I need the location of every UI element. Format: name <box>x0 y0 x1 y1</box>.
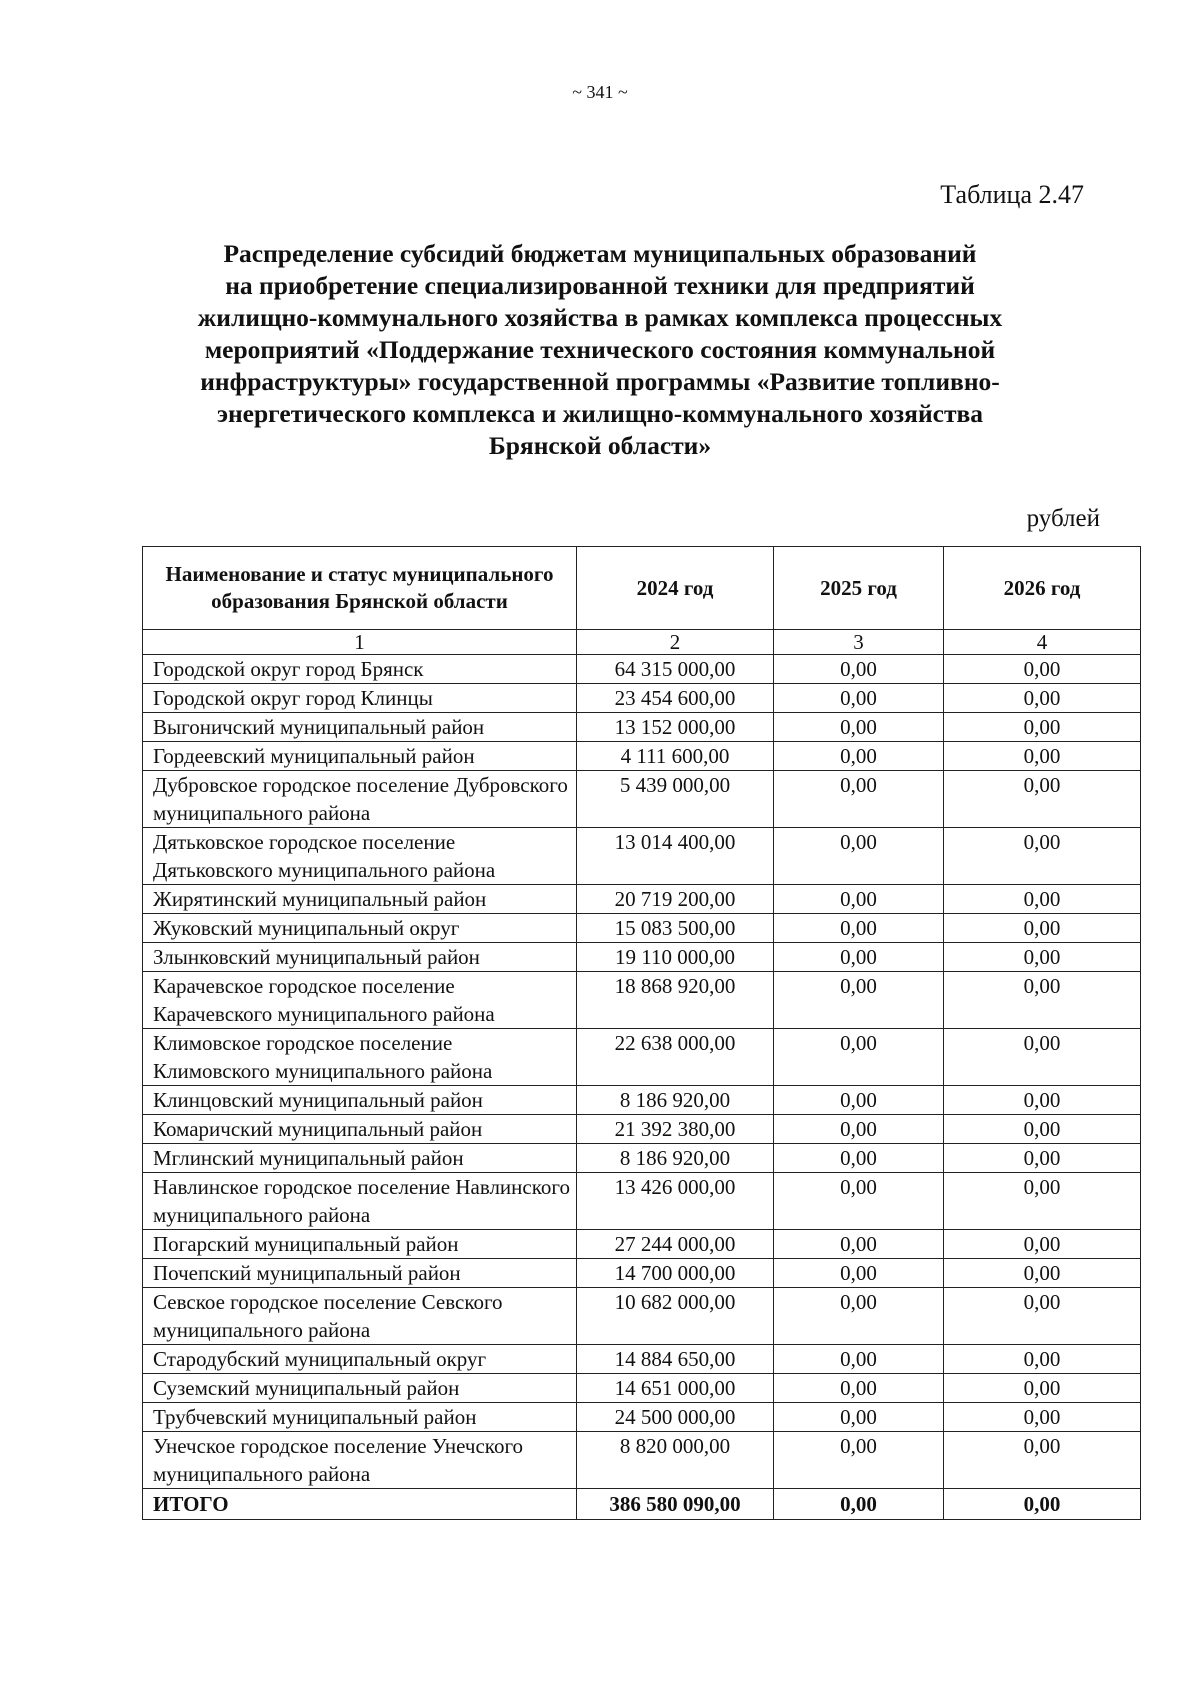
value-2024: 14 700 000,00 <box>577 1259 774 1288</box>
value-2026: 0,00 <box>944 828 1141 885</box>
subsidy-table <box>142 546 1141 1520</box>
value-2025: 0,00 <box>774 1230 944 1259</box>
column-number: 4 <box>944 630 1141 655</box>
value-2024: 13 014 400,00 <box>577 828 774 885</box>
value-2026: 0,00 <box>944 914 1141 943</box>
value-2024: 8 820 000,00 <box>577 1432 774 1489</box>
value-2025: 0,00 <box>774 1259 944 1288</box>
table-row <box>143 1374 1141 1403</box>
municipality-name: Выгоничский муниципальный район <box>143 713 577 742</box>
value-2025: 0,00 <box>774 885 944 914</box>
document-title <box>140 238 1060 462</box>
value-2026: 0,00 <box>944 1345 1141 1374</box>
value-2025: 0,00 <box>774 1144 944 1173</box>
table-row <box>143 914 1141 943</box>
table-row <box>143 972 1141 1029</box>
table-row <box>143 684 1141 713</box>
value-2024: 21 392 380,00 <box>577 1115 774 1144</box>
value-2025: 0,00 <box>774 684 944 713</box>
table-row <box>143 713 1141 742</box>
table-row <box>143 828 1141 885</box>
title-line: энергетического комплекса и жилищно-коммунального хозяйства <box>216 399 984 428</box>
municipality-name: Комаричский муниципальный район <box>143 1115 577 1144</box>
value-2025: 0,00 <box>774 1029 944 1086</box>
value-2025: 0,00 <box>774 914 944 943</box>
value-2025: 0,00 <box>774 1086 944 1115</box>
value-2025: 0,00 <box>774 972 944 1029</box>
table-row <box>143 1259 1141 1288</box>
value-2026: 0,00 <box>944 1173 1141 1230</box>
value-2025: 0,00 <box>774 771 944 828</box>
table-row <box>143 1115 1141 1144</box>
municipality-name: Городской округ город Брянск <box>143 655 577 684</box>
municipality-name: Клинцовский муниципальный район <box>143 1086 577 1115</box>
value-2024: 4 111 600,00 <box>577 742 774 771</box>
value-2026: 0,00 <box>944 972 1141 1029</box>
title-line: жилищно-коммунального хозяйства в рамках комплекса процессных <box>197 303 1003 332</box>
table-row <box>143 742 1141 771</box>
value-2024: 10 682 000,00 <box>577 1288 774 1345</box>
value-2026: 0,00 <box>944 1029 1141 1086</box>
municipality-name: Злынковский муниципальный район <box>143 943 577 972</box>
total-label: ИТОГО <box>143 1489 577 1520</box>
municipality-name: Трубчевский муниципальный район <box>143 1403 577 1432</box>
value-2026: 0,00 <box>944 1086 1141 1115</box>
value-2026: 0,00 <box>944 713 1141 742</box>
value-2026: 0,00 <box>944 1144 1141 1173</box>
value-2026: 0,00 <box>944 1432 1141 1489</box>
value-2026: 0,00 <box>944 1288 1141 1345</box>
value-2025: 0,00 <box>774 655 944 684</box>
value-2024: 22 638 000,00 <box>577 1029 774 1086</box>
municipality-name: Почепский муниципальный район <box>143 1259 577 1288</box>
units-label: рублей <box>1026 505 1100 532</box>
table-row <box>143 943 1141 972</box>
municipality-name: Жирятинский муниципальный район <box>143 885 577 914</box>
table-row <box>143 1288 1141 1345</box>
value-2025: 0,00 <box>774 1403 944 1432</box>
value-2026: 0,00 <box>944 1259 1141 1288</box>
total-row <box>143 1489 1141 1520</box>
table-row <box>143 1432 1141 1489</box>
value-2026: 0,00 <box>944 684 1141 713</box>
value-2026: 0,00 <box>944 1115 1141 1144</box>
municipality-name: Дубровское городское поселение Дубровского муниципального района <box>143 771 577 828</box>
municipality-name: Стародубский муниципальный округ <box>143 1345 577 1374</box>
table-row <box>143 1029 1141 1086</box>
value-2026: 0,00 <box>944 1230 1141 1259</box>
table-row <box>143 771 1141 828</box>
value-2026: 0,00 <box>944 771 1141 828</box>
value-2024: 14 884 650,00 <box>577 1345 774 1374</box>
column-number: 2 <box>577 630 774 655</box>
value-2024: 18 868 920,00 <box>577 972 774 1029</box>
municipality-name: Погарский муниципальный район <box>143 1230 577 1259</box>
value-2024: 8 186 920,00 <box>577 1144 774 1173</box>
total-2025: 0,00 <box>774 1489 944 1520</box>
value-2025: 0,00 <box>774 1115 944 1144</box>
title-line: Распределение субсидий бюджетам муниципальных образований <box>223 239 977 268</box>
municipality-name: Мглинский муниципальный район <box>143 1144 577 1173</box>
table-row <box>143 1086 1141 1115</box>
table-label: Таблица 2.47 <box>940 180 1084 209</box>
value-2024: 27 244 000,00 <box>577 1230 774 1259</box>
municipality-name: Севское городское поселение Севского муниципального района <box>143 1288 577 1345</box>
page-number: ~ 341 ~ <box>572 82 628 102</box>
value-2024: 5 439 000,00 <box>577 771 774 828</box>
value-2026: 0,00 <box>944 943 1141 972</box>
value-2025: 0,00 <box>774 1345 944 1374</box>
value-2024: 19 110 000,00 <box>577 943 774 972</box>
value-2024: 20 719 200,00 <box>577 885 774 914</box>
value-2024: 13 152 000,00 <box>577 713 774 742</box>
value-2026: 0,00 <box>944 742 1141 771</box>
municipality-name: Климовское городское поселение Климовского муниципального района <box>143 1029 577 1086</box>
municipality-name: Дятьковское городское поселение Дятьковского муниципального района <box>143 828 577 885</box>
table-row <box>143 655 1141 684</box>
table-row <box>143 1230 1141 1259</box>
value-2025: 0,00 <box>774 1173 944 1230</box>
table-row <box>143 885 1141 914</box>
header-2026: 2026 год <box>944 547 1141 630</box>
column-number: 1 <box>143 630 577 655</box>
table-row <box>143 1173 1141 1230</box>
municipality-name: Жуковский муниципальный округ <box>143 914 577 943</box>
value-2025: 0,00 <box>774 943 944 972</box>
value-2024: 15 083 500,00 <box>577 914 774 943</box>
value-2026: 0,00 <box>944 885 1141 914</box>
value-2025: 0,00 <box>774 742 944 771</box>
header-2025: 2025 год <box>774 547 944 630</box>
header-2024: 2024 год <box>577 547 774 630</box>
value-2024: 8 186 920,00 <box>577 1086 774 1115</box>
total-2024: 386 580 090,00 <box>577 1489 774 1520</box>
municipality-name: Суземский муниципальный район <box>143 1374 577 1403</box>
value-2025: 0,00 <box>774 1374 944 1403</box>
total-2026: 0,00 <box>944 1489 1141 1520</box>
municipality-name: Городской округ город Клинцы <box>143 684 577 713</box>
title-line: мероприятий «Поддержание технического состояния коммунальной <box>204 335 996 364</box>
table-body <box>143 655 1141 1520</box>
header-row <box>143 547 1141 630</box>
value-2025: 0,00 <box>774 1432 944 1489</box>
column-number: 3 <box>774 630 944 655</box>
table-row <box>143 1144 1141 1173</box>
value-2026: 0,00 <box>944 1374 1141 1403</box>
title-line: Брянской области» <box>488 431 712 460</box>
value-2024: 23 454 600,00 <box>577 684 774 713</box>
value-2026: 0,00 <box>944 1403 1141 1432</box>
municipality-name: Гордеевский муниципальный район <box>143 742 577 771</box>
table-row <box>143 1403 1141 1432</box>
municipality-name: Карачевское городское поселение Карачевского муниципального района <box>143 972 577 1029</box>
title-line: на приобретение специализированной техники для предприятий <box>225 271 975 300</box>
value-2024: 14 651 000,00 <box>577 1374 774 1403</box>
value-2025: 0,00 <box>774 828 944 885</box>
table-row <box>143 1345 1141 1374</box>
value-2025: 0,00 <box>774 713 944 742</box>
value-2024: 24 500 000,00 <box>577 1403 774 1432</box>
title-line: инфраструктуры» государственной программы «Развитие топливно- <box>200 367 1000 396</box>
value-2025: 0,00 <box>774 1288 944 1345</box>
municipality-name: Навлинское городское поселение Навлинского муниципального района <box>143 1173 577 1230</box>
value-2026: 0,00 <box>944 655 1141 684</box>
value-2024: 64 315 000,00 <box>577 655 774 684</box>
value-2024: 13 426 000,00 <box>577 1173 774 1230</box>
column-number-row <box>143 630 1141 655</box>
header-name: Наименование и статус муниципального образования Брянской области <box>143 547 577 630</box>
municipality-name: Унечское городское поселение Унечского муниципального района <box>143 1432 577 1489</box>
